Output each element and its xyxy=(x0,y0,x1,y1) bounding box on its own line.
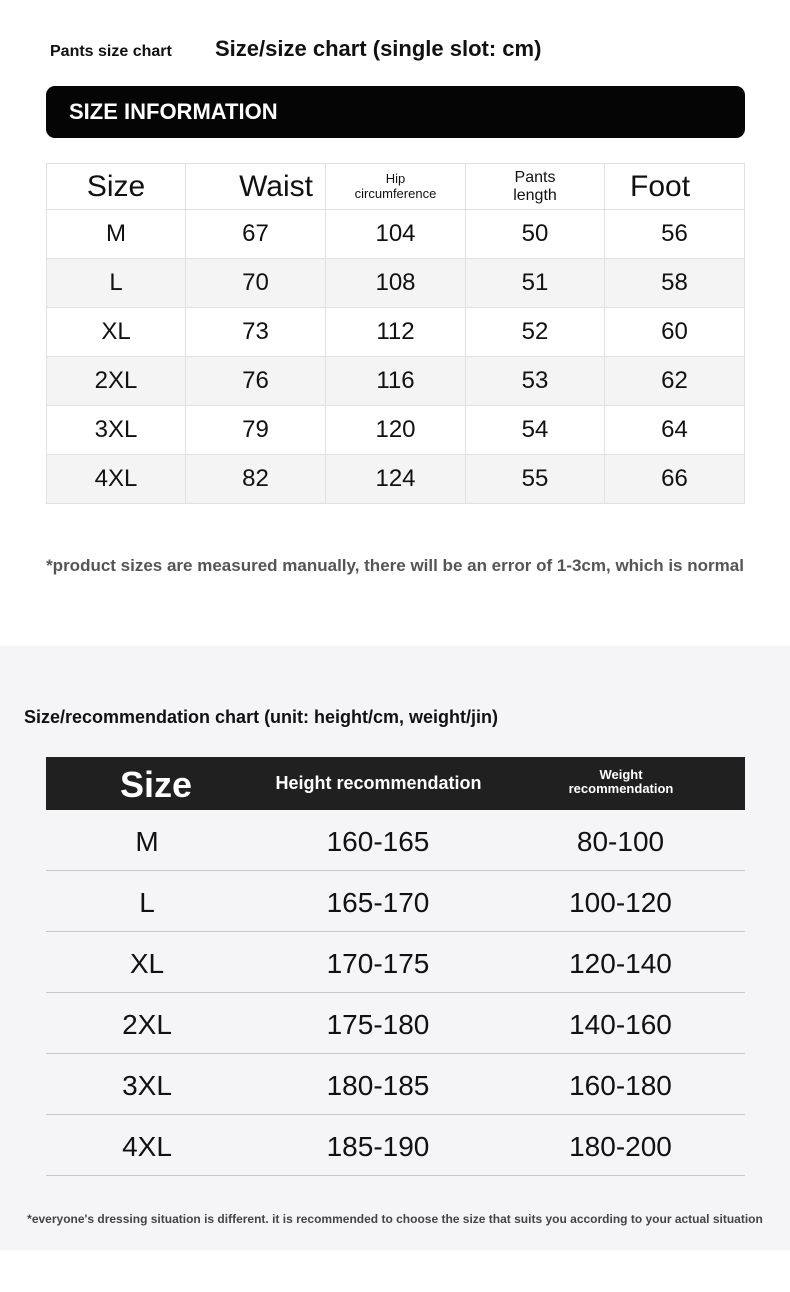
table-cell: 185-190 xyxy=(326,1131,430,1162)
table-cell: 76 xyxy=(186,357,326,406)
table-cell: 60 xyxy=(605,308,745,357)
table-cell: 53 xyxy=(466,357,605,406)
col-hip-label: Hip circumference xyxy=(354,171,437,201)
rec-col-size: Size xyxy=(119,764,193,805)
table-row xyxy=(46,1115,745,1176)
table-cell: M xyxy=(135,826,159,857)
table-cell: 4XL xyxy=(122,1131,172,1162)
table-cell: 50 xyxy=(466,210,605,259)
table-cell: 112 xyxy=(326,308,466,357)
table-cell: 160-165 xyxy=(326,826,430,857)
table-row xyxy=(46,871,745,932)
table-cell: 56 xyxy=(605,210,745,259)
table-cell: 108 xyxy=(326,259,466,308)
size-information-banner: SIZE INFORMATION xyxy=(46,86,745,138)
table-cell: M xyxy=(47,210,186,259)
table-cell: 55 xyxy=(466,455,605,504)
table-cell: 120-140 xyxy=(569,948,672,979)
rec-col-height: Height recommendation xyxy=(275,773,482,793)
table-cell: 100-120 xyxy=(569,887,672,918)
size-table xyxy=(46,163,745,504)
table-cell: L xyxy=(139,887,155,918)
table-cell: 51 xyxy=(466,259,605,308)
table-cell: XL xyxy=(129,948,165,979)
table-cell: 104 xyxy=(326,210,466,259)
table-cell: 4XL xyxy=(47,455,186,504)
table-cell: L xyxy=(47,259,186,308)
col-pants-length-label: Pants length xyxy=(513,168,557,204)
table-cell: 3XL xyxy=(122,1070,172,1101)
rec-col-weight: Weight recommendation xyxy=(568,767,674,796)
table-cell: 58 xyxy=(605,259,745,308)
table-row xyxy=(47,259,745,308)
table-row xyxy=(46,932,745,993)
table-cell: 67 xyxy=(186,210,326,259)
situation-note: *everyone's dressing situation is different. it is recommended to choose the size that suits you according to your actual situation xyxy=(27,1212,763,1226)
table-cell: 80-100 xyxy=(576,826,665,857)
table-cell: XL xyxy=(47,308,186,357)
table-cell: 54 xyxy=(466,406,605,455)
table-cell: 70 xyxy=(186,259,326,308)
table-cell: 2XL xyxy=(47,357,186,406)
measure-note: *product sizes are measured manually, there will be an error of 1-3cm, which is normal xyxy=(46,556,744,575)
col-hip xyxy=(326,164,466,210)
table-cell: 124 xyxy=(326,455,466,504)
recommendation-header xyxy=(46,757,745,810)
col-foot: Foot xyxy=(605,164,745,210)
recommendation-title: Size/recommendation chart (unit: height/cm, weight/jin) xyxy=(24,707,499,727)
table-cell: 170-175 xyxy=(326,948,430,979)
table-cell: 116 xyxy=(326,357,466,406)
table-cell: 52 xyxy=(466,308,605,357)
table-cell: 62 xyxy=(605,357,745,406)
table-cell: 120 xyxy=(326,406,466,455)
table-row xyxy=(47,210,745,259)
table-row xyxy=(47,406,745,455)
page-title: Size/size chart (single slot: cm) xyxy=(215,36,542,61)
table-row xyxy=(46,810,745,871)
table-cell: 160-180 xyxy=(569,1070,672,1101)
table-cell: 2XL xyxy=(122,1009,172,1040)
recommendation-table xyxy=(46,810,745,1176)
table-cell: 140-160 xyxy=(569,1009,672,1040)
table-row xyxy=(47,308,745,357)
size-table-header xyxy=(47,164,745,210)
table-cell: 66 xyxy=(605,455,745,504)
table-cell: 3XL xyxy=(47,406,186,455)
table-row xyxy=(47,357,745,406)
table-row xyxy=(46,993,745,1054)
col-size: Size xyxy=(47,164,186,210)
table-cell: 64 xyxy=(605,406,745,455)
table-cell: 180-185 xyxy=(326,1070,430,1101)
chart-label: Pants size chart xyxy=(50,43,172,60)
table-cell: 79 xyxy=(186,406,326,455)
col-pants-length xyxy=(466,164,605,210)
table-row xyxy=(47,455,745,504)
table-cell: 82 xyxy=(186,455,326,504)
table-cell: 180-200 xyxy=(569,1131,672,1162)
recommendation-section xyxy=(0,646,790,1250)
table-cell: 73 xyxy=(186,308,326,357)
col-waist: Waist xyxy=(186,164,326,210)
table-cell: 175-180 xyxy=(326,1009,430,1040)
table-row xyxy=(46,1054,745,1115)
table-cell: 165-170 xyxy=(326,887,430,918)
